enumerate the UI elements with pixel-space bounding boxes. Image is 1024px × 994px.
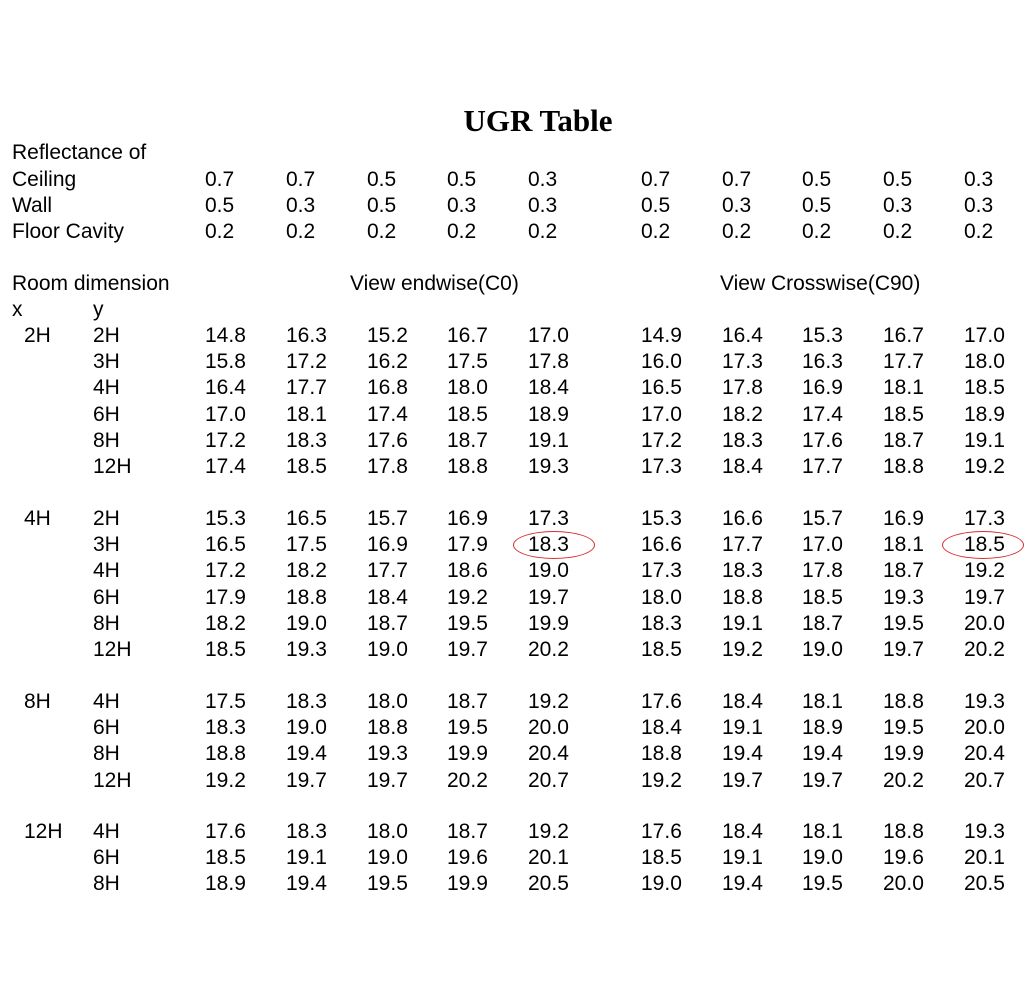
ugr-value: 17.3 [528,507,569,530]
ugr-value: 19.9 [528,612,569,635]
reflectance-value: 0.2 [205,220,235,243]
ugr-value: 16.4 [205,376,246,399]
ugr-value: 16.6 [641,533,682,556]
ugr-value: 16.5 [641,376,682,399]
ugr-value: 17.7 [883,350,924,373]
ugr-value: 19.9 [447,742,488,765]
ugr-value: 16.8 [367,376,408,399]
ugr-value: 17.3 [641,559,682,582]
ugr-value: 18.0 [964,350,1005,373]
ugr-value: 18.4 [722,455,763,478]
ugr-value: 18.0 [367,820,408,843]
ugr-value: 17.0 [528,324,569,347]
reflectance-value: 0.3 [964,194,994,217]
ugr-value: 19.7 [802,769,843,792]
ugr-value: 18.1 [883,376,924,399]
ugr-value: 18.8 [722,586,763,609]
reflectance-value: 0.5 [447,168,477,191]
reflectance-value: 0.7 [205,168,235,191]
reflectance-value: 0.7 [722,168,752,191]
ugr-value: 17.6 [367,429,408,452]
ugr-value: 18.9 [528,403,569,426]
room-y-label: 8H [93,742,120,765]
ugr-value: 19.0 [528,559,569,582]
reflectance-label-floor-cavity: Floor Cavity [12,220,125,243]
ugr-value: 19.5 [883,612,924,635]
ugr-value: 19.4 [722,872,763,895]
reflectance-value: 0.2 [367,220,397,243]
ugr-value: 18.5 [447,403,488,426]
view-endwise-header: View endwise(C0) [350,272,519,295]
ugr-value: 16.5 [205,533,246,556]
ugr-value: 20.7 [528,769,569,792]
reflectance-value: 0.5 [883,168,913,191]
ugr-value: 19.6 [883,846,924,869]
ugr-value: 19.9 [883,742,924,765]
ugr-value: 17.0 [964,324,1005,347]
room-dimension-header: Room dimension [12,272,170,295]
ugr-value: 20.5 [528,872,569,895]
ugr-value: 18.4 [641,716,682,739]
ugr-value: 20.1 [964,846,1005,869]
room-x-label: 2H [24,324,51,347]
ugr-value: 19.1 [286,846,327,869]
ugr-value: 16.9 [802,376,843,399]
reflectance-value: 0.5 [205,194,235,217]
ugr-value: 17.7 [367,559,408,582]
ugr-value: 17.4 [205,455,246,478]
ugr-value: 19.5 [447,716,488,739]
ugr-value: 17.3 [722,350,763,373]
ugr-value: 19.2 [964,455,1005,478]
ugr-value: 15.3 [205,507,246,530]
reflectance-label-ceiling: Ceiling [12,168,77,191]
reflectance-value: 0.3 [964,168,994,191]
reflectance-value: 0.3 [286,194,316,217]
ugr-value: 19.5 [367,872,408,895]
ugr-value: 17.6 [641,820,682,843]
ugr-value: 18.5 [641,846,682,869]
ugr-value: 20.0 [964,612,1005,635]
ugr-value: 18.4 [722,690,763,713]
room-y-label: 4H [93,376,120,399]
ugr-value: 17.2 [641,429,682,452]
ugr-value: 19.0 [286,716,327,739]
ugr-value: 17.9 [205,586,246,609]
ugr-value: 18.1 [802,690,843,713]
ugr-value: 18.5 [883,403,924,426]
reflectance-value: 0.3 [722,194,752,217]
ugr-value: 20.0 [528,716,569,739]
ugr-value: 19.0 [286,612,327,635]
ugr-value: 19.1 [528,429,569,452]
ugr-value: 19.7 [722,769,763,792]
y-axis-header: y [93,298,104,321]
ugr-value: 19.3 [964,820,1005,843]
ugr-value: 20.2 [528,638,569,661]
room-y-label: 6H [93,586,120,609]
room-x-label: 4H [24,507,51,530]
ugr-value: 19.6 [447,846,488,869]
ugr-value: 16.3 [802,350,843,373]
ugr-value: 18.5 [641,638,682,661]
ugr-value: 19.3 [883,586,924,609]
ugr-value: 18.5 [205,846,246,869]
ugr-value: 18.5 [802,586,843,609]
ugr-value: 19.2 [528,690,569,713]
ugr-value: 20.0 [883,872,924,895]
ugr-value: 19.5 [802,872,843,895]
ugr-value: 19.2 [528,820,569,843]
ugr-value: 15.7 [802,507,843,530]
ugr-value: 18.7 [447,429,488,452]
ugr-value: 16.5 [286,507,327,530]
ugr-value: 17.5 [205,690,246,713]
reflectance-label-wall: Wall [12,194,53,217]
ugr-value: 18.5 [964,533,1005,556]
reflectance-value: 0.5 [641,194,671,217]
ugr-value: 18.3 [528,533,569,556]
view-crosswise-header: View Crosswise(C90) [720,272,921,295]
reflectance-value: 0.2 [447,220,477,243]
ugr-value: 20.5 [964,872,1005,895]
ugr-value: 19.4 [722,742,763,765]
ugr-value: 19.1 [722,846,763,869]
ugr-value: 18.0 [641,586,682,609]
ugr-value: 18.9 [205,872,246,895]
ugr-value: 18.8 [641,742,682,765]
ugr-value: 17.2 [205,559,246,582]
ugr-value: 19.4 [802,742,843,765]
reflectance-value: 0.3 [528,168,558,191]
ugr-value: 15.8 [205,350,246,373]
ugr-value: 17.3 [964,507,1005,530]
ugr-value: 17.8 [528,350,569,373]
ugr-value: 19.7 [286,769,327,792]
ugr-value: 19.2 [641,769,682,792]
reflectance-value: 0.2 [964,220,994,243]
ugr-value: 17.4 [367,403,408,426]
ugr-value: 17.8 [722,376,763,399]
ugr-value: 17.2 [205,429,246,452]
reflectance-value: 0.5 [367,194,397,217]
room-y-label: 12H [93,769,132,792]
ugr-value: 20.4 [964,742,1005,765]
ugr-value: 19.0 [802,846,843,869]
ugr-value: 16.9 [883,507,924,530]
reflectance-value: 0.7 [286,168,316,191]
ugr-value: 18.9 [802,716,843,739]
ugr-value: 18.3 [205,716,246,739]
ugr-value: 19.3 [367,742,408,765]
ugr-value: 18.7 [447,820,488,843]
ugr-value: 14.8 [205,324,246,347]
room-y-label: 8H [93,612,120,635]
room-y-label: 8H [93,429,120,452]
reflectance-value: 0.5 [367,168,397,191]
ugr-value: 17.3 [641,455,682,478]
ugr-value: 19.7 [367,769,408,792]
ugr-value: 19.5 [447,612,488,635]
ugr-value: 18.8 [883,820,924,843]
ugr-value: 19.1 [722,716,763,739]
ugr-value: 18.5 [964,376,1005,399]
reflectance-value: 0.2 [641,220,671,243]
ugr-value: 19.4 [286,742,327,765]
ugr-value: 17.5 [447,350,488,373]
ugr-value: 18.8 [286,586,327,609]
reflectance-value: 0.5 [802,194,832,217]
ugr-value: 16.7 [447,324,488,347]
reflectance-value: 0.7 [641,168,671,191]
reflectance-value: 0.2 [722,220,752,243]
room-x-label: 12H [24,820,63,843]
ugr-value: 18.1 [802,820,843,843]
ugr-value: 18.2 [205,612,246,635]
ugr-value: 18.5 [205,638,246,661]
ugr-value: 20.0 [964,716,1005,739]
ugr-value: 18.5 [286,455,327,478]
ugr-value: 18.3 [286,429,327,452]
ugr-value: 18.0 [367,690,408,713]
ugr-value: 17.4 [802,403,843,426]
room-y-label: 6H [93,716,120,739]
ugr-value: 18.1 [883,533,924,556]
room-y-label: 4H [93,559,120,582]
ugr-value: 20.4 [528,742,569,765]
ugr-value: 17.7 [286,376,327,399]
ugr-value: 20.1 [528,846,569,869]
ugr-value: 19.9 [447,872,488,895]
ugr-value: 16.9 [367,533,408,556]
ugr-value: 17.2 [286,350,327,373]
ugr-value: 17.0 [802,533,843,556]
ugr-value: 17.0 [641,403,682,426]
ugr-value: 16.0 [641,350,682,373]
ugr-value: 18.3 [722,559,763,582]
ugr-value: 19.3 [964,690,1005,713]
ugr-value: 17.6 [802,429,843,452]
ugr-value: 19.1 [964,429,1005,452]
ugr-value: 19.0 [367,638,408,661]
ugr-value: 15.3 [802,324,843,347]
ugr-value: 18.9 [964,403,1005,426]
ugr-value: 15.2 [367,324,408,347]
ugr-value: 19.7 [528,586,569,609]
ugr-value: 18.7 [447,690,488,713]
ugr-value: 17.7 [722,533,763,556]
reflectance-value: 0.3 [447,194,477,217]
ugr-value: 19.2 [722,638,763,661]
reflectance-value: 0.3 [883,194,913,217]
ugr-value: 19.0 [367,846,408,869]
ugr-value: 18.4 [528,376,569,399]
ugr-value: 19.7 [883,638,924,661]
reflectance-value: 0.2 [883,220,913,243]
reflectance-value: 0.2 [286,220,316,243]
ugr-value: 16.4 [722,324,763,347]
ugr-value: 19.2 [964,559,1005,582]
ugr-value: 18.6 [447,559,488,582]
reflectance-value: 0.3 [528,194,558,217]
ugr-value: 16.9 [447,507,488,530]
ugr-value: 18.7 [802,612,843,635]
ugr-value: 18.8 [367,716,408,739]
ugr-value: 16.6 [722,507,763,530]
ugr-value: 18.8 [447,455,488,478]
ugr-value: 17.9 [447,533,488,556]
ugr-value: 17.8 [367,455,408,478]
ugr-value: 16.3 [286,324,327,347]
ugr-value: 20.2 [964,638,1005,661]
room-y-label: 6H [93,403,120,426]
page-title: UGR Table [463,103,613,138]
reflectance-value: 0.5 [802,168,832,191]
room-y-label: 4H [93,820,120,843]
ugr-value: 20.2 [883,769,924,792]
ugr-value: 17.6 [641,690,682,713]
room-y-label: 4H [93,690,120,713]
ugr-value: 16.7 [883,324,924,347]
ugr-value: 19.4 [286,872,327,895]
ugr-value: 19.5 [883,716,924,739]
ugr-value: 19.2 [205,769,246,792]
ugr-value: 18.2 [722,403,763,426]
ugr-value: 18.8 [205,742,246,765]
ugr-value: 18.7 [883,559,924,582]
ugr-value: 18.3 [286,690,327,713]
room-y-label: 2H [93,507,120,530]
ugr-value: 15.7 [367,507,408,530]
ugr-value: 17.5 [286,533,327,556]
ugr-value: 18.8 [883,690,924,713]
ugr-value: 17.0 [205,403,246,426]
room-y-label: 8H [93,872,120,895]
ugr-value: 19.7 [964,586,1005,609]
ugr-value: 18.8 [883,455,924,478]
ugr-value: 18.3 [286,820,327,843]
ugr-value: 18.7 [883,429,924,452]
room-y-label: 3H [93,533,120,556]
ugr-value: 19.1 [722,612,763,635]
room-y-label: 12H [93,638,132,661]
ugr-value: 19.2 [447,586,488,609]
ugr-value: 18.3 [722,429,763,452]
ugr-value: 14.9 [641,324,682,347]
room-x-label: 8H [24,690,51,713]
reflectance-heading: Reflectance of [12,141,147,164]
ugr-value: 18.2 [286,559,327,582]
x-axis-header: x [12,298,23,321]
room-y-label: 6H [93,846,120,869]
ugr-value: 15.3 [641,507,682,530]
ugr-value: 18.4 [722,820,763,843]
ugr-value: 16.2 [367,350,408,373]
ugr-value: 18.4 [367,586,408,609]
ugr-value: 17.6 [205,820,246,843]
ugr-value: 20.2 [447,769,488,792]
ugr-value: 18.7 [367,612,408,635]
ugr-value: 20.7 [964,769,1005,792]
ugr-value: 18.1 [286,403,327,426]
room-y-label: 3H [93,350,120,373]
ugr-value: 19.7 [447,638,488,661]
ugr-value: 18.0 [447,376,488,399]
ugr-value: 19.3 [528,455,569,478]
reflectance-value: 0.2 [802,220,832,243]
ugr-value: 19.0 [641,872,682,895]
room-y-label: 12H [93,455,132,478]
ugr-value: 17.7 [802,455,843,478]
ugr-value: 18.3 [641,612,682,635]
room-y-label: 2H [93,324,120,347]
ugr-value: 19.3 [286,638,327,661]
ugr-value: 17.8 [802,559,843,582]
reflectance-value: 0.2 [528,220,558,243]
ugr-value: 19.0 [802,638,843,661]
